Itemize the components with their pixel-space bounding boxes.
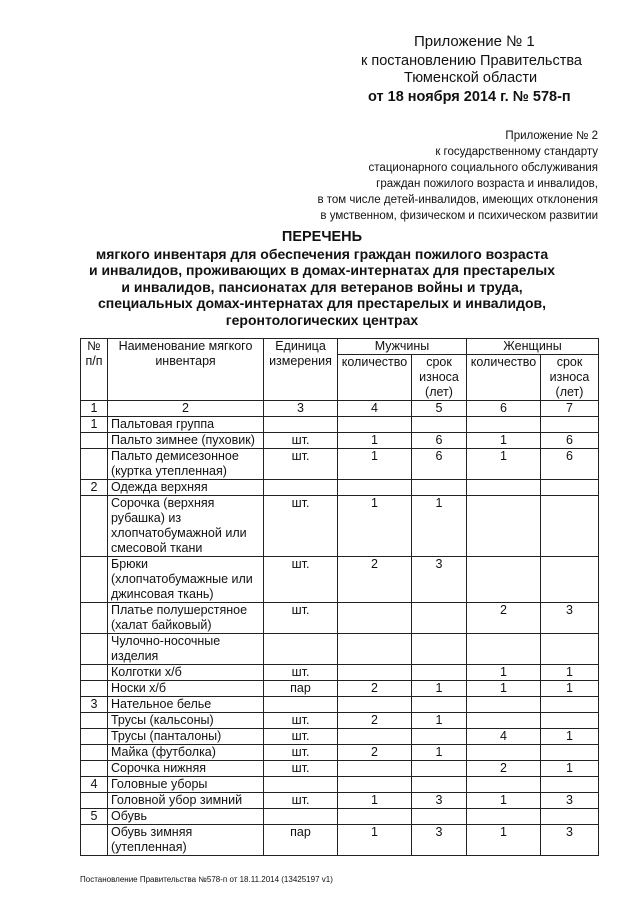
appendix2-line: в умственном, физическом и психическом развитии xyxy=(320,210,598,222)
row-women-term xyxy=(541,417,599,433)
row-name: Головной убор зимний xyxy=(108,793,264,809)
row-unit: шт. xyxy=(264,761,338,777)
row-men-term: 1 xyxy=(412,681,467,697)
row-women-qty: 4 xyxy=(467,729,541,745)
header-men: Мужчины xyxy=(338,339,467,355)
appendix2-line: к государственному стандарту xyxy=(435,146,598,158)
row-name: Майка (футболка) xyxy=(108,745,264,761)
row-unit: шт. xyxy=(264,433,338,449)
row-women-qty: 1 xyxy=(467,433,541,449)
row-unit xyxy=(264,634,338,665)
row-men-qty xyxy=(338,761,412,777)
row-unit: шт. xyxy=(264,603,338,634)
row-men-qty: 1 xyxy=(338,825,412,856)
row-men-qty: 1 xyxy=(338,449,412,480)
table-row xyxy=(81,713,599,729)
row-name: Трусы (панталоны) xyxy=(108,729,264,745)
row-women-qty xyxy=(467,480,541,496)
col-number: 1 xyxy=(81,401,108,417)
row-name: Пальто зимнее (пуховик) xyxy=(108,433,264,449)
row-num: 5 xyxy=(81,809,108,825)
table-row xyxy=(81,603,599,634)
title-line: геронтологических центрах xyxy=(225,311,419,328)
title-line: мягкого инвентаря для обеспечения граждан пожилого возраста xyxy=(95,245,549,262)
row-name: Чулочно-носочные изделия xyxy=(108,634,264,665)
table-row xyxy=(81,793,599,809)
title-line: и инвалидов, пансионатах для ветеранов войны и труда, xyxy=(121,278,523,295)
row-women-qty: 1 xyxy=(467,825,541,856)
row-name: Колготки х/б xyxy=(108,665,264,681)
row-women-qty xyxy=(467,496,541,557)
row-name: Сорочка нижняя xyxy=(108,761,264,777)
row-num xyxy=(81,496,108,557)
row-men-term: 1 xyxy=(412,496,467,557)
header-men-qty: количество xyxy=(338,355,412,401)
row-women-term: 6 xyxy=(541,449,599,480)
row-men-qty: 2 xyxy=(338,557,412,603)
inventory-table xyxy=(80,338,599,856)
row-women-qty xyxy=(467,777,541,793)
row-men-qty xyxy=(338,777,412,793)
row-men-qty: 2 xyxy=(338,745,412,761)
footer-note: Постановление Правительства №578-п от 18.11.2014 (13425197 v1) xyxy=(80,875,333,884)
row-num xyxy=(81,603,108,634)
row-name: Пальто демисезонное (куртка утепленная) xyxy=(108,449,264,480)
row-women-qty xyxy=(467,745,541,761)
row-women-term: 1 xyxy=(541,681,599,697)
table-row xyxy=(81,433,599,449)
row-unit xyxy=(264,480,338,496)
row-unit: шт. xyxy=(264,665,338,681)
row-men-term xyxy=(412,809,467,825)
row-men-qty: 2 xyxy=(338,681,412,697)
appendix2-line: Приложение № 2 xyxy=(505,130,598,142)
row-men-qty xyxy=(338,634,412,665)
row-unit: пар xyxy=(264,825,338,856)
row-women-qty xyxy=(467,713,541,729)
row-women-qty: 1 xyxy=(467,665,541,681)
row-name: Носки х/б xyxy=(108,681,264,697)
appendix1-line4: от 18 ноября 2014 г. № 578-п xyxy=(368,89,571,105)
row-name: Трусы (кальсоны) xyxy=(108,713,264,729)
table-body xyxy=(81,417,599,856)
row-num xyxy=(81,761,108,777)
row-women-term xyxy=(541,634,599,665)
col-number: 7 xyxy=(541,401,599,417)
header-women-qty: количество xyxy=(467,355,541,401)
row-women-term: 1 xyxy=(541,729,599,745)
row-women-qty: 1 xyxy=(467,681,541,697)
row-women-qty xyxy=(467,417,541,433)
row-men-term: 6 xyxy=(412,449,467,480)
table-row xyxy=(81,480,599,496)
row-men-term xyxy=(412,697,467,713)
title-line: и инвалидов, проживающих в домах-интернатах для престарелых xyxy=(88,262,556,278)
row-name: Головные уборы xyxy=(108,777,264,793)
row-unit: шт. xyxy=(264,745,338,761)
row-men-term xyxy=(412,729,467,745)
appendix2-block xyxy=(317,128,598,224)
table-row xyxy=(81,761,599,777)
title-heading: ПЕРЕЧЕНЬ xyxy=(281,229,363,245)
row-men-term xyxy=(412,417,467,433)
row-name: Брюки (хлопчатобумажные или джинсовая ткань) xyxy=(108,557,264,603)
row-men-term: 3 xyxy=(412,825,467,856)
row-num xyxy=(81,825,108,856)
row-women-term xyxy=(541,480,599,496)
row-num xyxy=(81,729,108,745)
row-unit xyxy=(264,809,338,825)
row-women-term xyxy=(541,713,599,729)
row-women-qty: 1 xyxy=(467,793,541,809)
row-unit: шт. xyxy=(264,793,338,809)
col-number: 5 xyxy=(412,401,467,417)
row-women-qty: 2 xyxy=(467,603,541,634)
row-men-term: 6 xyxy=(412,433,467,449)
row-men-qty: 1 xyxy=(338,496,412,557)
appendix1-line1: Приложение № 1 xyxy=(414,33,535,50)
row-men-qty xyxy=(338,809,412,825)
header-women: Женщины xyxy=(467,339,599,355)
appendix2-line: стационарного социального обслуживания xyxy=(368,162,598,174)
row-num xyxy=(81,681,108,697)
row-men-term: 1 xyxy=(412,745,467,761)
appendix1-line3: Тюменской области xyxy=(404,70,538,86)
row-num: 3 xyxy=(81,697,108,713)
row-women-qty: 2 xyxy=(467,761,541,777)
row-men-qty: 1 xyxy=(338,433,412,449)
row-women-term: 3 xyxy=(541,793,599,809)
header-women-term: срок износа (лет) xyxy=(541,355,599,401)
table-row xyxy=(81,777,599,793)
row-women-term: 3 xyxy=(541,603,599,634)
row-unit: шт. xyxy=(264,729,338,745)
row-unit: пар xyxy=(264,681,338,697)
row-unit xyxy=(264,697,338,713)
row-name: Платье полушерстяное (халат байковый) xyxy=(108,603,264,634)
row-women-term: 6 xyxy=(541,433,599,449)
title-line: специальных домах-интернатах для престарелых и инвалидов, xyxy=(97,295,547,311)
row-women-qty xyxy=(467,697,541,713)
row-num: 4 xyxy=(81,777,108,793)
row-women-term xyxy=(541,809,599,825)
row-name: Нательное белье xyxy=(108,697,264,713)
row-unit: шт. xyxy=(264,449,338,480)
table-row xyxy=(81,449,599,480)
row-women-term: 3 xyxy=(541,825,599,856)
row-men-term xyxy=(412,777,467,793)
header-men-term: срок износа (лет) xyxy=(412,355,467,401)
table-row xyxy=(81,557,599,603)
row-num xyxy=(81,665,108,681)
row-men-term xyxy=(412,761,467,777)
row-men-qty: 2 xyxy=(338,713,412,729)
col-number: 2 xyxy=(108,401,264,417)
row-women-term xyxy=(541,496,599,557)
row-men-term xyxy=(412,603,467,634)
row-men-qty: 1 xyxy=(338,793,412,809)
table-row xyxy=(81,665,599,681)
row-women-term: 1 xyxy=(541,761,599,777)
row-name: Обувь xyxy=(108,809,264,825)
col-number: 4 xyxy=(338,401,412,417)
table-row xyxy=(81,417,599,433)
row-name: Сорочка (верхняя рубашка) из хлопчатобумажной или смесовой ткани xyxy=(108,496,264,557)
row-women-term xyxy=(541,697,599,713)
row-name: Обувь зимняя (утепленная) xyxy=(108,825,264,856)
column-numbers-row xyxy=(81,401,599,417)
row-num xyxy=(81,745,108,761)
row-men-qty xyxy=(338,480,412,496)
row-men-term: 3 xyxy=(412,557,467,603)
row-unit xyxy=(264,417,338,433)
row-unit: шт. xyxy=(264,557,338,603)
table-row xyxy=(81,634,599,665)
header-name: Наименование мягкого инвентаря xyxy=(108,339,264,401)
appendix1-line2: к постановлению Правительства xyxy=(361,53,582,69)
row-men-qty xyxy=(338,603,412,634)
row-women-term xyxy=(541,745,599,761)
row-women-term: 1 xyxy=(541,665,599,681)
row-women-term xyxy=(541,557,599,603)
row-num: 1 xyxy=(81,417,108,433)
table-row xyxy=(81,697,599,713)
row-women-qty: 1 xyxy=(467,449,541,480)
row-men-term: 1 xyxy=(412,713,467,729)
row-name: Пальтовая группа xyxy=(108,417,264,433)
row-num: 2 xyxy=(81,480,108,496)
table-row xyxy=(81,729,599,745)
col-number: 6 xyxy=(467,401,541,417)
table-row xyxy=(81,745,599,761)
row-men-qty xyxy=(338,729,412,745)
row-unit: шт. xyxy=(264,496,338,557)
table-row xyxy=(81,809,599,825)
row-men-qty xyxy=(338,417,412,433)
row-men-term xyxy=(412,634,467,665)
row-women-term xyxy=(541,777,599,793)
row-num xyxy=(81,557,108,603)
appendix2-line: граждан пожилого возраста и инвалидов, xyxy=(376,178,598,190)
row-men-qty xyxy=(338,665,412,681)
row-unit: шт. xyxy=(264,713,338,729)
row-num xyxy=(81,449,108,480)
row-women-qty xyxy=(467,634,541,665)
row-men-term: 3 xyxy=(412,793,467,809)
header-num: № п/п xyxy=(81,339,108,401)
row-women-qty xyxy=(467,557,541,603)
table-row xyxy=(81,825,599,856)
row-unit xyxy=(264,777,338,793)
row-num xyxy=(81,713,108,729)
appendix2-line: в том числе детей-инвалидов, имеющих отклонения xyxy=(317,194,598,206)
row-men-term xyxy=(412,480,467,496)
document-title xyxy=(72,229,572,328)
row-men-qty xyxy=(338,697,412,713)
row-name: Одежда верхняя xyxy=(108,480,264,496)
row-num xyxy=(81,634,108,665)
row-men-term xyxy=(412,665,467,681)
table-row xyxy=(81,681,599,697)
header-unit: Единица измерения xyxy=(264,339,338,401)
row-women-qty xyxy=(467,809,541,825)
col-number: 3 xyxy=(264,401,338,417)
row-num xyxy=(81,433,108,449)
header-row xyxy=(81,339,599,355)
table-row xyxy=(81,496,599,557)
row-num xyxy=(81,793,108,809)
